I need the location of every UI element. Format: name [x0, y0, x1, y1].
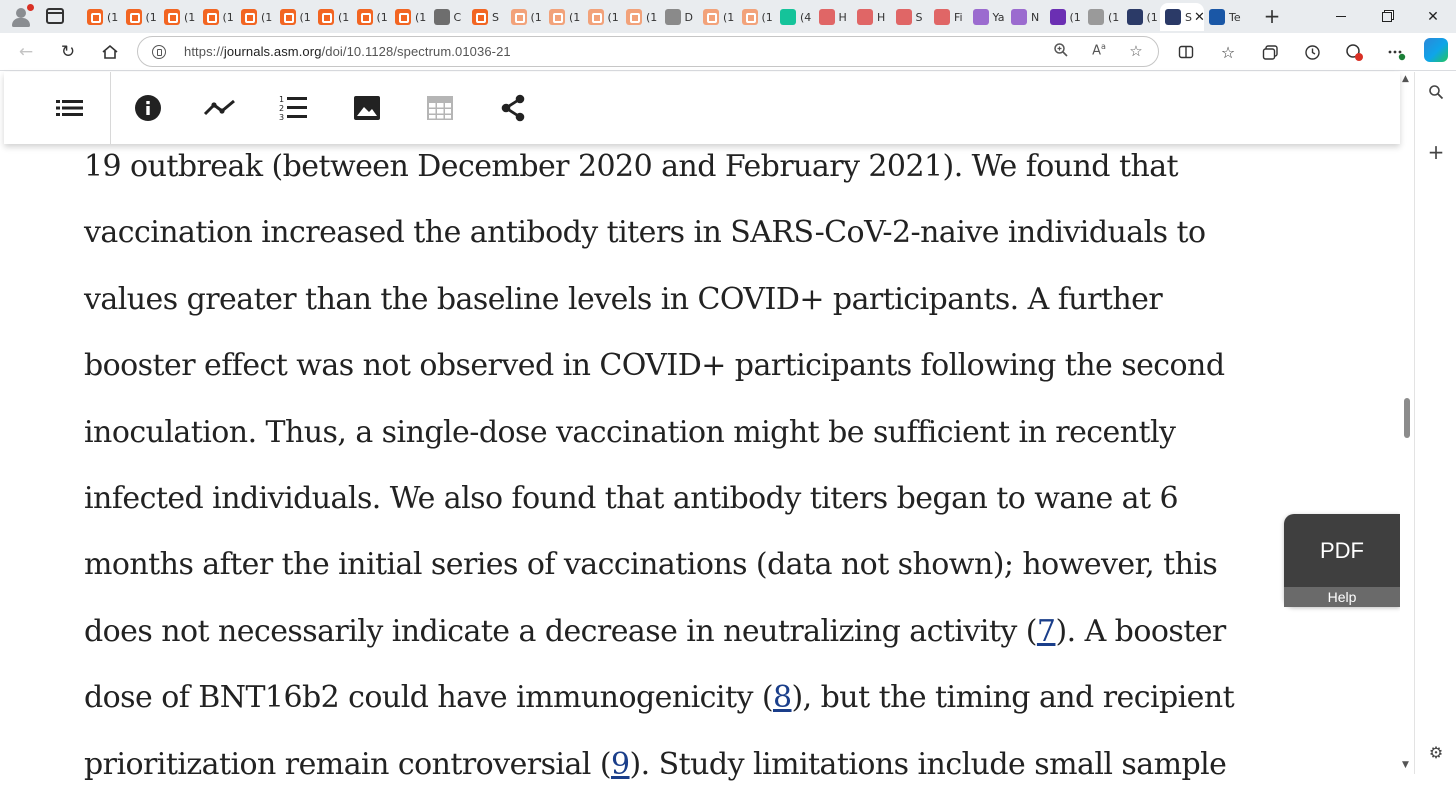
reference-link-8[interactable]: 8: [772, 680, 792, 716]
browser-sidebar: [1414, 72, 1456, 774]
browser-tab[interactable]: [236, 3, 275, 31]
tab-title: (4: [800, 10, 812, 24]
tab-strip: [0, 0, 1456, 33]
table-of-contents-icon[interactable]: [54, 92, 86, 124]
article-line: 19 outbreak (between December 2020 and February 2021). We found that: [84, 149, 1179, 184]
tab-title: (1: [261, 10, 273, 24]
navigation-bar: [0, 33, 1456, 71]
rss-icon: [742, 9, 758, 25]
browser-tab[interactable]: [1006, 3, 1045, 31]
rss-icon: [357, 9, 373, 25]
refresh-icon[interactable]: ↻: [60, 42, 76, 62]
tab-title: (1: [184, 10, 196, 24]
tab-title: S: [1185, 10, 1192, 24]
toolbar-divider: [110, 72, 111, 144]
browser-tab[interactable]: [121, 3, 160, 31]
svg-text:2: 2: [279, 104, 285, 113]
reference-link-7[interactable]: 7: [1036, 613, 1056, 649]
tab-title: D: [684, 10, 693, 24]
article-line: vaccination increased the antibody titers in SARS-CoV-2-naive individuals to: [84, 215, 1206, 251]
tab-list: [82, 3, 1243, 31]
browser-tab[interactable]: [737, 3, 776, 31]
profile-avatar-icon[interactable]: [8, 4, 34, 30]
browser-tab[interactable]: [198, 3, 237, 31]
tab-title: Ya: [992, 10, 1005, 24]
tab-title: (1: [1146, 10, 1158, 24]
restore-button[interactable]: [1364, 0, 1410, 33]
history-icon[interactable]: [1302, 42, 1322, 62]
browser-tab[interactable]: [544, 3, 583, 31]
tab-title: C: [453, 10, 462, 24]
article-line: values greater than the baseline levels in COVID+ participants. A further: [84, 281, 1163, 317]
yahoo-icon: [973, 9, 989, 25]
browser-tab[interactable]: [929, 3, 968, 31]
window-controls: [1318, 0, 1456, 33]
tab-title: H: [877, 10, 886, 24]
tab-title: (1: [107, 10, 119, 24]
rss-icon: [395, 9, 411, 25]
info-icon[interactable]: [132, 92, 164, 124]
svg-text:1: 1: [279, 95, 285, 104]
tab-title: (1: [338, 10, 350, 24]
collections-icon[interactable]: [1260, 42, 1280, 62]
rss-icon: [588, 9, 604, 25]
browser-tab[interactable]: [506, 3, 545, 31]
references-icon[interactable]: [278, 92, 310, 124]
settings-gear-icon[interactable]: ⚙: [1428, 742, 1444, 762]
address-bar[interactable]: [137, 36, 1159, 67]
browser-tab[interactable]: [313, 3, 352, 31]
tab-title: (1: [723, 10, 735, 24]
rss-icon: [280, 9, 296, 25]
browser-tab[interactable]: [352, 3, 391, 31]
tab-title: Fi: [954, 10, 963, 24]
browser-tab[interactable]: [891, 3, 930, 31]
tab-actions-icon[interactable]: [46, 8, 64, 24]
browser-tab[interactable]: [1122, 3, 1161, 31]
read-aloud-icon[interactable]: $A^a$: [1092, 42, 1106, 59]
tab-title: Te: [1229, 10, 1241, 24]
browser-tab[interactable]: [1204, 3, 1243, 31]
tag-icon: [1165, 9, 1181, 25]
mail-icon: [1050, 9, 1066, 25]
favorites-icon[interactable]: ☆: [1220, 42, 1236, 62]
article-line: does not necessarily indicate a decrease in neutralizing activity (7). A booster: [84, 613, 1226, 649]
figures-icon[interactable]: [351, 92, 383, 124]
favorite-star-icon[interactable]: ☆: [1129, 42, 1143, 60]
rss-icon: [626, 9, 642, 25]
article-line: infected individuals. We also found that antibody titers began to wane at 6: [84, 481, 1179, 517]
person-icon: [819, 9, 835, 25]
article-toolbar: [4, 72, 1400, 144]
browser-tab[interactable]: [621, 3, 660, 31]
m-icon: [1209, 9, 1225, 25]
browser-tab[interactable]: [660, 3, 699, 31]
tab-title: (1: [607, 10, 619, 24]
tab-title: (1: [145, 10, 157, 24]
copilot-icon[interactable]: [1424, 38, 1448, 62]
rss-icon: [203, 9, 219, 25]
scroll-down-arrow-icon[interactable]: ▼: [1402, 760, 1409, 770]
browser-tab[interactable]: [698, 3, 737, 31]
browser-tab[interactable]: [429, 3, 468, 31]
home-icon[interactable]: [100, 42, 120, 62]
rss-icon: [703, 9, 719, 25]
article-line: months after the initial series of vaccinations (data not shown); however, this: [84, 547, 1218, 583]
more-options-icon[interactable]: [1386, 42, 1406, 62]
tag-icon: [665, 9, 681, 25]
help-button[interactable]: Help: [1284, 587, 1400, 607]
tab-title: (1: [415, 10, 427, 24]
rss-icon: [511, 9, 527, 25]
back-arrow-icon[interactable]: ←: [18, 42, 34, 62]
tab-title: H: [838, 10, 847, 24]
site-info-icon[interactable]: [152, 45, 166, 59]
browser-tab[interactable]: [583, 3, 622, 31]
close-window-button[interactable]: ✕: [1427, 8, 1439, 25]
page-scrollbar[interactable]: [1400, 72, 1414, 774]
tab-title: (1: [222, 10, 234, 24]
yahoo-icon: [1011, 9, 1027, 25]
tab-title: (1: [376, 10, 388, 24]
pdf-button[interactable]: PDF: [1320, 537, 1364, 563]
article-line: inoculation. Thus, a single-dose vaccination might be sufficient in recently: [84, 414, 1176, 450]
extensions-icon[interactable]: [1344, 42, 1364, 62]
article-line: prioritization remain controversial (9). Study limitations include small sample: [84, 746, 1227, 782]
document-icon: [434, 9, 450, 25]
page-viewport: [0, 72, 1414, 782]
browser-tab[interactable]: [390, 3, 429, 31]
rss-icon: [318, 9, 334, 25]
split-screen-icon[interactable]: [1176, 42, 1196, 62]
person-icon: [896, 9, 912, 25]
rss-icon: [472, 9, 488, 25]
reference-link-9[interactable]: 9: [610, 746, 630, 782]
globe-icon: [1088, 9, 1104, 25]
add-sidebar-app-icon[interactable]: +: [1427, 140, 1445, 164]
tab-title: N: [1031, 10, 1040, 24]
tab-title: (1: [1108, 10, 1120, 24]
person-icon: [857, 9, 873, 25]
tag-icon: [1127, 9, 1143, 25]
scrollbar-thumb[interactable]: [1404, 398, 1410, 438]
new-tab-button[interactable]: +: [1263, 4, 1281, 28]
tab-title: S: [915, 10, 923, 24]
browser-tab[interactable]: [852, 3, 891, 31]
browser-tab[interactable]: [159, 3, 198, 31]
article-line: booster effect was not observed in COVID+ participants following the second: [84, 348, 1225, 384]
svg-text:3: 3: [279, 113, 285, 122]
search-icon[interactable]: [1426, 82, 1446, 102]
browser-tab[interactable]: [1083, 3, 1122, 31]
tables-icon[interactable]: [424, 92, 456, 124]
url-text[interactable]: https://journals.asm.org/doi/10.1128/spectrum.01036-21: [184, 44, 511, 59]
close-tab-icon[interactable]: ✕: [1193, 9, 1205, 25]
article-body: [84, 134, 1264, 798]
browser-tab[interactable]: [82, 3, 121, 31]
metrics-icon[interactable]: [204, 92, 236, 124]
article-line: dose of BNT16b2 could have immunogenicity (8), but the timing and recipient: [84, 680, 1235, 716]
minimize-button[interactable]: [1318, 0, 1364, 33]
browser-tab[interactable]: [467, 3, 506, 31]
rss-icon: [164, 9, 180, 25]
pdf-help-widget: [1284, 514, 1400, 607]
browser-tab[interactable]: [968, 3, 1007, 31]
tab-title: (1: [299, 10, 311, 24]
rss-icon: [241, 9, 257, 25]
browser-tab[interactable]: [1160, 3, 1204, 31]
tab-title: (1: [530, 10, 542, 24]
grammarly-icon: [780, 9, 796, 25]
tab-title: (1: [761, 10, 773, 24]
share-icon[interactable]: [497, 92, 529, 124]
zoom-icon[interactable]: [1051, 42, 1071, 62]
tab-title: (1: [1069, 10, 1081, 24]
rss-icon: [126, 9, 142, 25]
browser-tab[interactable]: [275, 3, 314, 31]
rss-icon: [549, 9, 565, 25]
browser-tab[interactable]: [1045, 3, 1084, 31]
browser-tab[interactable]: [775, 3, 814, 31]
youtube-icon: [934, 9, 950, 25]
tab-title: (1: [646, 10, 658, 24]
tab-title: (1: [569, 10, 581, 24]
tab-title: S: [492, 10, 499, 24]
browser-tab[interactable]: [814, 3, 853, 31]
scroll-up-arrow-icon[interactable]: ▲: [1402, 74, 1409, 84]
rss-icon: [87, 9, 103, 25]
